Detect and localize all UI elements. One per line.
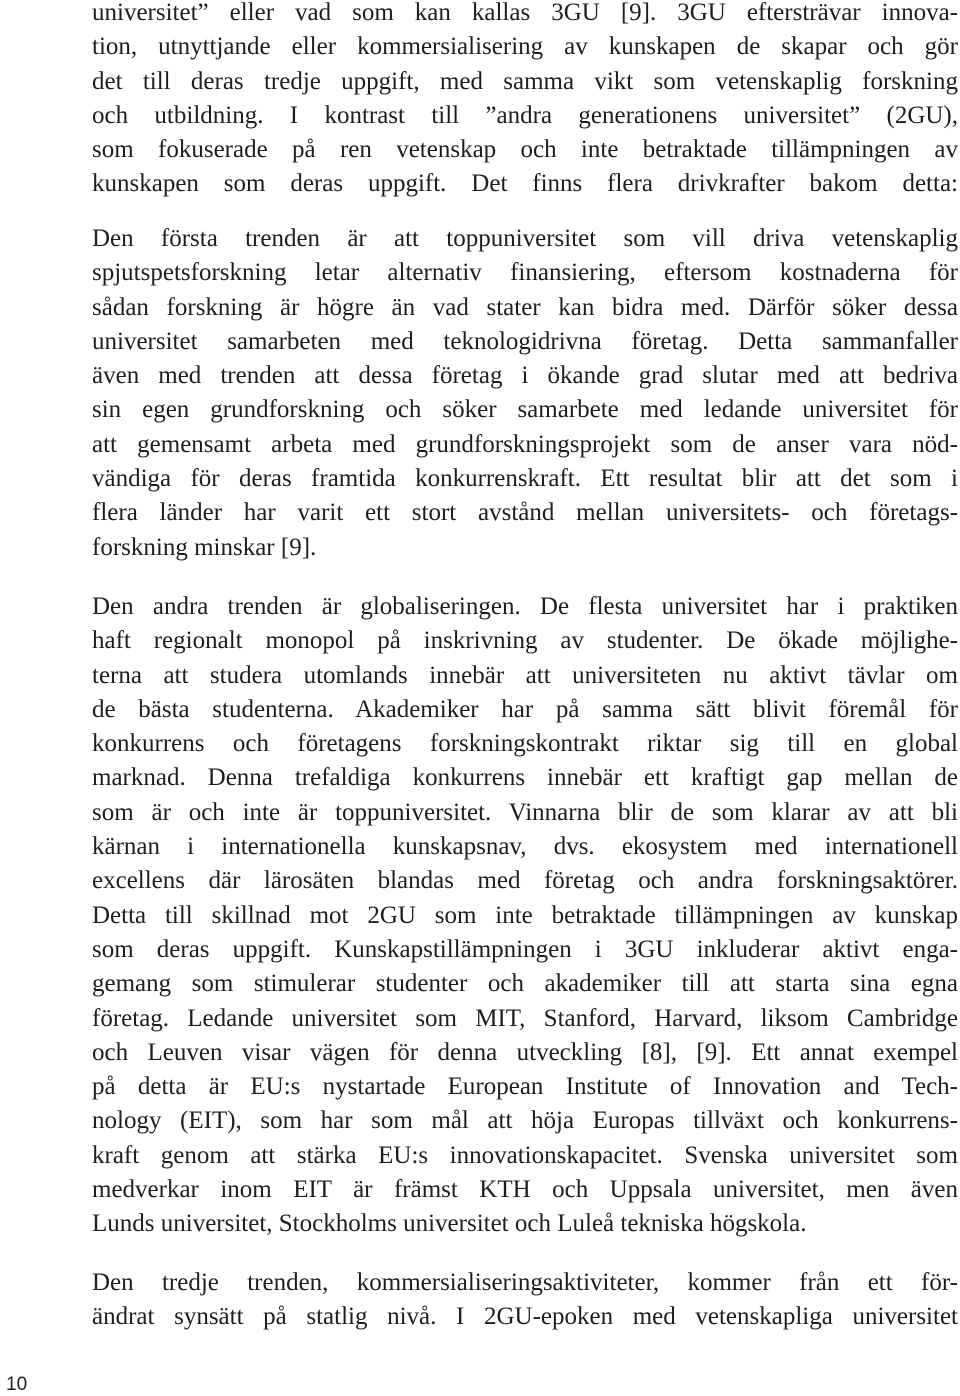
paragraph-first-trend <box>92 222 958 565</box>
paragraph-third-trend <box>92 1266 958 1335</box>
paragraph-intro <box>92 0 958 202</box>
text-line: konkurrens och företagens forskningskontrakt riktar sig till en global <box>92 730 958 758</box>
text-line: medverkar inom EIT är främst KTH och Uppsala universitet, men även <box>92 1176 958 1204</box>
text-line: universitet samarbeten med teknologidrivna företag. Detta sammanfaller <box>92 327 958 355</box>
text-line: sådan forskning är högre än vad stater kan bidra med. Därför söker dessa <box>92 293 958 321</box>
text-line: som deras uppgift. Kunskapstillämpningen i 3GU inkluderar aktivt enga- <box>92 935 958 963</box>
text-line: nology (EIT), som har som mål att höja Europas tillväxt och konkurrens- <box>92 1107 958 1135</box>
text-line: ändrat synsätt på statlig nivå. I 2GU-epoken med vetenskapliga universitet <box>92 1303 958 1331</box>
text-line: Detta till skillnad mot 2GU som inte betraktade tillämpningen av kunskap <box>92 901 958 929</box>
text-line: kunskapen som deras uppgift. Det finns flera drivkrafter bakom detta: <box>92 170 958 198</box>
text-line: gemang som stimulerar studenter och akademiker till att starta sina egna <box>92 970 958 998</box>
text-line: och utbildning. I kontrast till ”andra generationens universitet” (2GU), <box>92 101 958 129</box>
page-number: 10 <box>6 1374 28 1395</box>
text-line: forskning minskar [9]. <box>92 533 317 561</box>
text-line: även med trenden att dessa företag i ökande grad slutar med att bedriva <box>92 362 958 390</box>
text-line: företag. Ledande universitet som MIT, Stanford, Harvard, liksom Cambridge <box>92 1004 958 1032</box>
text-line: terna att studera utomlands innebär att universiteten nu aktivt tävlar om <box>92 661 958 689</box>
text-line: och Leuven visar vägen för denna utveckling [8], [9]. Ett annat exempel <box>92 1038 958 1066</box>
text-line: Lunds universitet, Stockholms universitet och Luleå tekniska högskola. <box>92 1210 807 1238</box>
text-line: haft regionalt monopol på inskrivning av studenter. De ökade möjlighe- <box>92 627 958 655</box>
text-line: marknad. Denna trefaldiga konkurrens innebär ett kraftigt gap mellan de <box>92 764 958 792</box>
paragraph-second-trend <box>92 590 958 1242</box>
text-line: spjutspetsforskning letar alternativ finansiering, eftersom kostnaderna för <box>92 259 958 287</box>
text-line: Den andra trenden är globaliseringen. De flesta universitet har i praktiken <box>92 593 958 620</box>
text-line: de bästa studenterna. Akademiker har på samma sätt blivit föremål för <box>92 695 958 723</box>
text-line: flera länder har varit ett stort avstånd mellan universitets- och företags- <box>92 499 958 527</box>
text-line: universitet” eller vad som kan kallas 3GU [9]. 3GU eftersträvar innova- <box>92 0 958 26</box>
text-line: kärnan i internationella kunskapsnav, dvs. ekosystem med internationell <box>92 833 958 861</box>
text-line: Den tredje trenden, kommersialiseringsaktiviteter, kommer från ett för- <box>92 1269 958 1296</box>
text-line: som är och inte är toppuniversitet. Vinnarna blir de som klarar av att bli <box>92 798 958 826</box>
text-line: det till deras tredje uppgift, med samma vikt som vetenskaplig forskning <box>92 67 958 95</box>
text-line: som fokuserade på ren vetenskap och inte betraktade tillämpningen av <box>92 136 958 164</box>
text-line: att gemensamt arbeta med grundforskningsprojekt som de anser vara nöd- <box>92 430 958 458</box>
text-line: sin egen grundforskning och söker samarbete med ledande universitet för <box>92 396 958 424</box>
text-line: vändiga för deras framtida konkurrenskraft. Ett resultat blir att det som i <box>92 465 958 493</box>
text-line: på detta är EU:s nystartade European Institute of Innovation and Tech- <box>92 1073 958 1101</box>
text-line: Den första trenden är att toppuniversitet som vill driva vetenskaplig <box>92 225 958 252</box>
text-line: excellens där lärosäten blandas med företag och andra forskningsaktörer. <box>92 867 958 895</box>
text-line: kraft genom att stärka EU:s innovationskapacitet. Svenska universitet som <box>92 1141 958 1169</box>
text-line: tion, utnyttjande eller kommersialisering av kunskapen de skapar och gör <box>92 33 958 61</box>
